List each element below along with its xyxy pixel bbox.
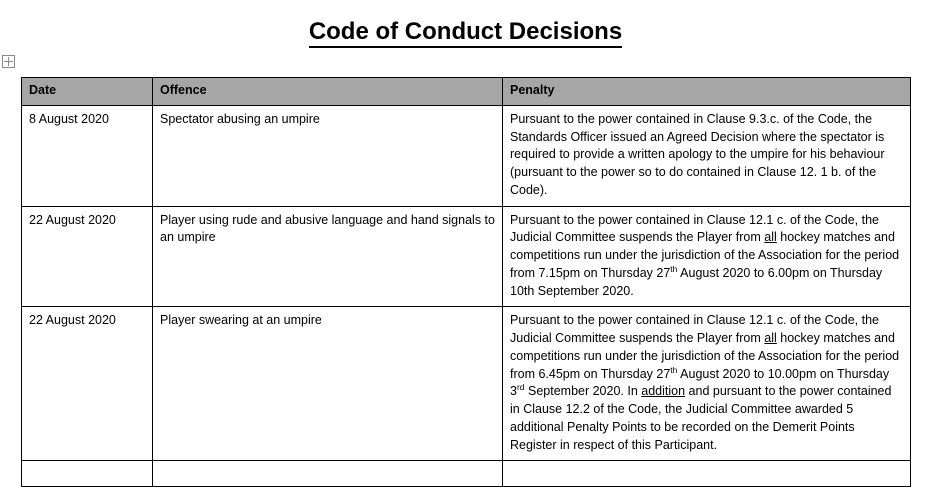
penalty-text-run: all [764, 230, 777, 245]
cell-offence [153, 461, 503, 487]
table-row [22, 206, 911, 307]
penalty-text-run: hockey matches and competitions run under the jurisdiction of the Association for the period from 7.15pm on Thursday 27 [510, 230, 900, 280]
move-table-handle-icon[interactable] [2, 55, 15, 68]
column-header-date: Date [22, 78, 153, 106]
table-row [22, 307, 911, 461]
penalty-text-run: rd [516, 382, 525, 393]
column-header-penalty: Penalty [503, 78, 911, 106]
penalty-text-run: August 2020 to 6.00pm on Thursday 10th September 2020. [510, 265, 883, 298]
table-header-row [22, 78, 911, 106]
cell-offence: Spectator abusing an umpire [153, 105, 503, 206]
penalty-text-run: th [670, 364, 678, 375]
penalty-text-run: th [670, 263, 678, 274]
page-title [0, 18, 931, 46]
table-row [22, 461, 911, 487]
cell-penalty [503, 206, 911, 307]
column-header-offence: Offence [153, 78, 503, 106]
code-of-conduct-decisions-table [21, 77, 911, 487]
penalty-text-run: Pursuant to the power contained in Clause 12.1 c. of the Code, the Judicial Committee suspends the Player from [510, 313, 879, 345]
table-body [22, 105, 911, 487]
page-title-text: Code of Conduct Decisions [309, 18, 622, 48]
penalty-text-run: Pursuant to the power contained in Clause 12.1 c. of the Code, the Judicial Committee suspends the Player from [510, 212, 879, 245]
penalty-text-run: September 2020. In [524, 384, 642, 399]
cell-offence: Player swearing at an umpire [153, 307, 503, 461]
penalty-text-run: hockey matches and competitions run under the jurisdiction of the Association for the period from 6.45pm on Thursday 27 [510, 331, 900, 381]
cell-offence: Player using rude and abusive language and hand signals to an umpire [153, 206, 503, 307]
penalty-text-run: addition [641, 384, 686, 399]
cell-penalty [503, 105, 911, 206]
penalty-text-run: Pursuant to the power contained in Clause 9.3.c. of the Code, the Standards Officer issued an Agreed Decision where the spectator is required to provide a written apology to the umpire for his behaviour (pursuant to the power so to do contained in Clause 12. 1 b. of the Code). [510, 111, 885, 197]
cell-date: 8 August 2020 [22, 105, 153, 206]
penalty-text-run: and pursuant to the power contained in Clause 12.2 of the Code, the Judicial Committee awarded 5 additional Penalty Points to be recorded on the Demerit Points Register in respect of this Participant. [510, 384, 892, 452]
cell-penalty [503, 307, 911, 461]
table-row [22, 105, 911, 206]
cell-penalty [503, 461, 911, 487]
cell-date [22, 461, 153, 487]
penalty-text-run: August 2020 to 10.00pm on Thursday 3 [510, 366, 890, 399]
penalty-text-run: all [764, 331, 777, 345]
cell-date: 22 August 2020 [22, 206, 153, 307]
cell-date: 22 August 2020 [22, 307, 153, 461]
